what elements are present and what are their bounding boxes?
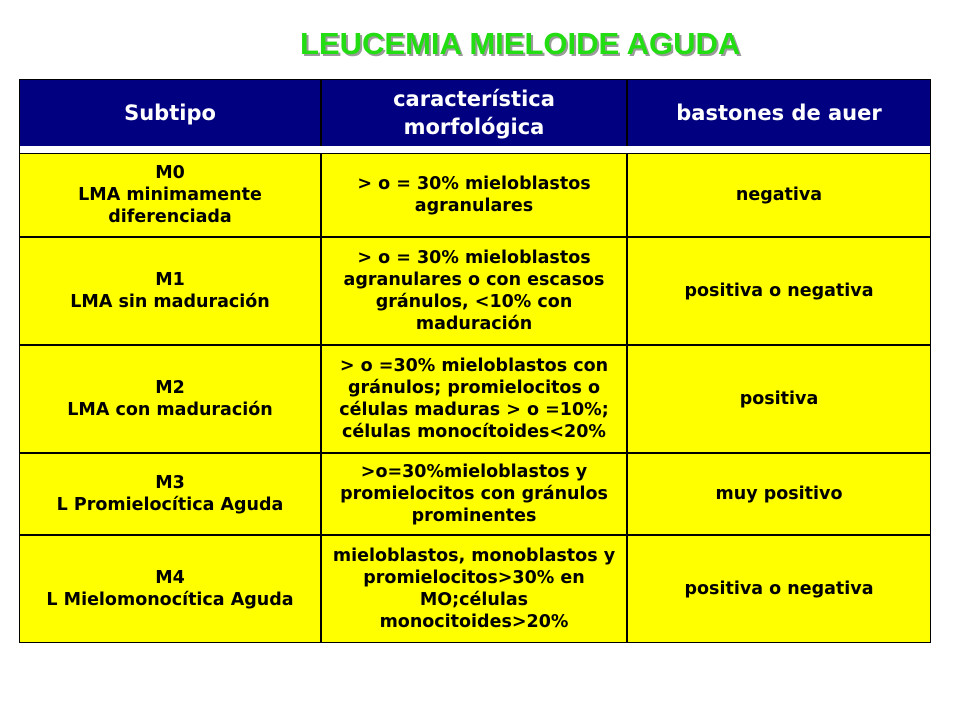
table-row-m0-auer [627, 153, 931, 237]
cell-text: > o = 30% mieloblastos agranulares [357, 173, 591, 216]
table-row-m4-subtype [19, 535, 321, 643]
table-row-m4-auer [627, 535, 931, 643]
cell-text: M2 LMA con maduración [67, 377, 273, 420]
cell-text: positiva o negativa [684, 280, 874, 301]
cell-text: M4 L Mielomonocítica Aguda [46, 567, 294, 610]
cell-text: positiva o negativa [684, 578, 874, 599]
table-row-m2-subtype [19, 345, 321, 453]
cell-text: mieloblastos, monoblastos y promielocitos>30% en MO;células monocitoides>20% [332, 545, 616, 633]
cell-text: muy positivo [715, 483, 843, 504]
cell-text: positiva [739, 388, 819, 409]
header-bastones [627, 79, 931, 147]
cell-text: negativa [735, 184, 823, 205]
cell-text: M1 LMA sin maduración [70, 269, 270, 312]
table-row-m1-morphology [321, 237, 627, 345]
table-row-m4-morphology [321, 535, 627, 643]
header-caracteristica [321, 79, 627, 147]
header-bastones-label: bastones de auer [676, 100, 882, 125]
header-separator [19, 146, 931, 153]
table-row-m3-subtype [19, 453, 321, 535]
cell-text: M0 LMA minimamente diferenciada [78, 162, 262, 228]
cell-text: >o=30%mieloblastos y promielocitos con gránulos prominentes [340, 461, 608, 527]
cell-text: > o =30% mieloblastos con gránulos; promielocitos o células maduras > o =10%; células monocítoides<20% [339, 355, 609, 443]
table-row-m3-morphology [321, 453, 627, 535]
header-caracteristica-label: característica morfológica [393, 86, 555, 139]
table-row-m3-auer [627, 453, 931, 535]
header-subtipo-label: Subtipo [124, 100, 216, 125]
cell-text: M3 L Promielocítica Aguda [56, 472, 284, 515]
table-row-m2-auer [627, 345, 931, 453]
cell-text: > o = 30% mieloblastos agranulares o con escasos gránulos, <10% con maduración [343, 247, 605, 335]
table-row-m1-subtype [19, 237, 321, 345]
table-row-m1-auer [627, 237, 931, 345]
slide-title: LEUCEMIA MIELOIDE AGUDA [300, 26, 741, 61]
table-row-m2-morphology [321, 345, 627, 453]
table-row-m0-morphology [321, 153, 627, 237]
header-subtipo [19, 79, 321, 147]
table-row-m0-subtype [19, 153, 321, 237]
